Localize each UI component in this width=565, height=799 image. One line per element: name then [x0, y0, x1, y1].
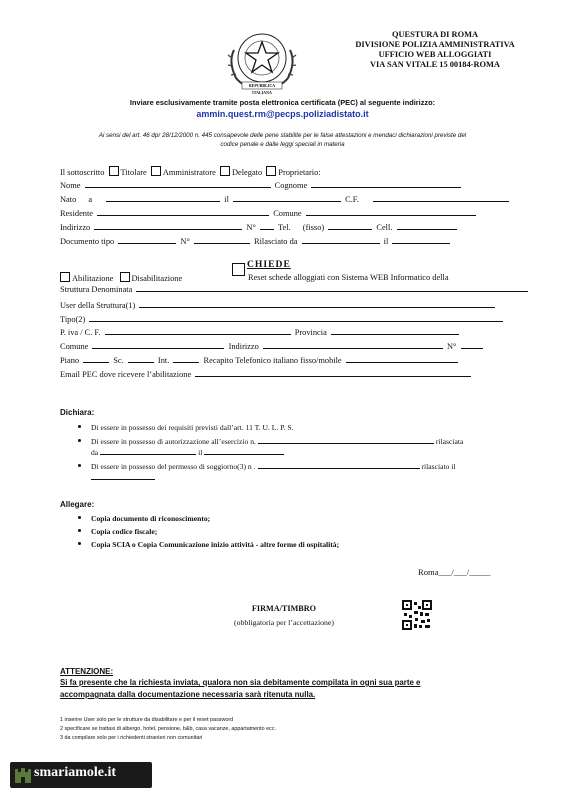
comune-struttura-field[interactable] — [92, 340, 224, 349]
attenzione-line-2: accompagnata dalla documentazione necessaria sarà ritenuta nulla. — [60, 690, 316, 699]
dichiara-title: Dichiara: — [60, 408, 95, 417]
indirizzo-row: Indirizzo N° Tel. (fisso) Cell. — [60, 221, 459, 233]
residenza-row: Residente Comune — [60, 207, 478, 219]
struttura-denominata-field[interactable] — [136, 283, 528, 292]
civico-struttura-field[interactable] — [461, 340, 483, 349]
allegare-title: Allegare: — [60, 500, 95, 509]
piva-field[interactable] — [105, 326, 291, 335]
checkbox-titolare[interactable] — [109, 166, 119, 176]
watermark-text: smariamole.it — [34, 765, 117, 780]
checkbox-amministratore[interactable] — [151, 166, 161, 176]
permesso-data-field[interactable] — [91, 472, 155, 480]
struttura-row: Struttura Denominata — [60, 283, 530, 295]
header-line: VIA SAN VITALE 15 00184-ROMA — [370, 60, 500, 69]
interno-field[interactable] — [173, 354, 199, 363]
dichiara-item-cont: da il — [91, 447, 286, 458]
codice-fiscale-field[interactable] — [373, 193, 509, 202]
residente-field[interactable] — [97, 207, 269, 216]
repubblica-emblem — [212, 20, 312, 96]
checkbox-reset[interactable] — [232, 263, 245, 276]
tipo-field[interactable] — [89, 313, 503, 322]
recapito-field[interactable] — [346, 354, 458, 363]
indirizzo-struttura-field[interactable] — [263, 340, 443, 349]
allegato-item: Copia codice fiscale; — [78, 527, 157, 537]
rilasciato-da-field[interactable] — [302, 235, 380, 244]
legal-line-1: Ai sensi del art. 46 dpr 28/12/2000 n. 445 consapevole delle pene stabilite per le false attestazioni e mendaci dichiarazioni previste del — [98, 132, 467, 139]
role-row: Il sottoscritto Titolare Amministratore Delegato Proprietario: — [60, 168, 321, 177]
castle-icon — [14, 766, 32, 784]
header-line: DIVISIONE POLIZIA AMMINISTRATIVA — [355, 40, 515, 49]
checkbox-disabilitazione[interactable] — [120, 272, 130, 282]
piano-row: Piano Sc. Int. Recapito Telefonico italiano fisso/mobile — [60, 354, 460, 366]
indirizzo-field[interactable] — [94, 221, 242, 230]
pec-email: ammin.quest.rm@pecps.poliziadistato.it — [196, 109, 369, 119]
email-pec-row: Email PEC dove ricevere l’abilitazione — [60, 368, 473, 380]
bullet-icon — [78, 425, 81, 428]
luogo-nascita-field[interactable] — [106, 193, 220, 202]
documento-row: Documento tipo N° Rilasciato da il — [60, 235, 452, 247]
autorizzazione-ente-field[interactable] — [100, 447, 196, 455]
bullet-icon — [78, 439, 81, 442]
autorizzazione-numero-field[interactable] — [258, 436, 434, 444]
nome-row: Nome Cognome — [60, 179, 463, 191]
checkbox-proprietario[interactable] — [266, 166, 276, 176]
allegato-item: Copia documento di riconoscimento; — [78, 514, 210, 524]
qr-code-icon — [402, 600, 432, 630]
footnote: 1 inserire User solo per le strutture da disabilitare e per il reset password — [60, 717, 234, 723]
firma-note: (obbligatoria per l’accettazione) — [233, 618, 334, 627]
user-row: User della Struttura(1) — [60, 299, 497, 311]
cellulare-field[interactable] — [397, 221, 457, 230]
abilitazione-row: Abilitazione Disabilitazione — [60, 272, 182, 284]
email-pec-field[interactable] — [195, 368, 471, 377]
provincia-field[interactable] — [331, 326, 459, 335]
bullet-icon — [78, 542, 81, 545]
civico-field[interactable] — [260, 221, 274, 230]
reset-label: Reset schede alloggiati con Sistema WEB Informatico della — [248, 273, 449, 282]
dichiara-item: Di essere in possesso dei requisiti previsti dall’art. 11 T. U. L. P. S. — [78, 423, 294, 433]
tipo-row: Tipo(2) — [60, 313, 505, 325]
cognome-field[interactable] — [311, 179, 461, 188]
smariamole-logo — [10, 762, 152, 788]
firma-label: FIRMA/TIMBRO — [251, 604, 317, 613]
footnotes — [60, 716, 276, 743]
attenzione-line-1: Si fa presente che la richiesta inviata, qualora non sia debitamente compilata in ogni sua parte e — [60, 678, 421, 687]
documento-numero-field[interactable] — [194, 235, 250, 244]
chiede-title: CHIEDE — [247, 259, 291, 270]
checkbox-abilitazione[interactable] — [60, 272, 70, 282]
nome-field[interactable] — [85, 179, 271, 188]
allegato-item: Copia SCIA o Copia Comunicazione inizio attività - altre forme di ospitalità; — [78, 540, 339, 550]
attenzione-title: ATTENZIONE: — [60, 667, 114, 676]
bullet-icon — [78, 529, 81, 532]
piano-field[interactable] — [83, 354, 109, 363]
footnote: 3 da compilare solo per i richiedenti stranieri non comunitari — [60, 735, 203, 741]
documento-data-field[interactable] — [392, 235, 450, 244]
documento-tipo-field[interactable] — [118, 235, 176, 244]
scala-field[interactable] — [128, 354, 154, 363]
autorizzazione-data-field[interactable] — [204, 447, 284, 455]
permesso-numero-field[interactable] — [258, 461, 420, 469]
bullet-icon — [78, 464, 81, 467]
header-line: UFFICIO WEB ALLOGGIATI — [378, 50, 492, 59]
date-field[interactable]: ___/___/_____ — [438, 567, 491, 577]
place-date: Roma___/___/_____ — [418, 567, 491, 577]
legal-line-2: codice penale e dalle leggi speciali in materia — [220, 141, 345, 148]
nascita-row: Nato a il C.F. — [60, 193, 511, 205]
footnote: 2 specificare se trattasi di albergo, hotel, pensione, b&b, casa vacanze, appartamento ecc. — [60, 726, 277, 732]
dichiara-item: Di essere in possesso del permesso di soggiorno(3) n . rilasciato il — [78, 461, 455, 472]
user-struttura-field[interactable] — [139, 299, 495, 308]
data-nascita-field[interactable] — [233, 193, 341, 202]
comune-struttura-row: Comune Indirizzo N° — [60, 340, 485, 352]
emblem-text: REPUBBLICA ITALIANA — [248, 83, 276, 95]
bullet-icon — [78, 516, 81, 519]
dichiara-item-cont — [91, 472, 157, 483]
comune-residenza-field[interactable] — [306, 207, 476, 216]
piva-row: P. iva / C. F. Provincia — [60, 326, 461, 338]
dichiara-item: Di essere in possesso di autorizzazione all’esercizio n. rilasciata — [78, 436, 463, 447]
checkbox-delegato[interactable] — [220, 166, 230, 176]
office-header — [330, 30, 540, 70]
header-line: QUESTURA DI ROMA — [391, 30, 479, 39]
pec-instruction: Inviare esclusivamente tramite posta elettronica certificata (PEC) al seguente indirizzo: — [129, 98, 436, 107]
telefono-fisso-field[interactable] — [328, 221, 372, 230]
